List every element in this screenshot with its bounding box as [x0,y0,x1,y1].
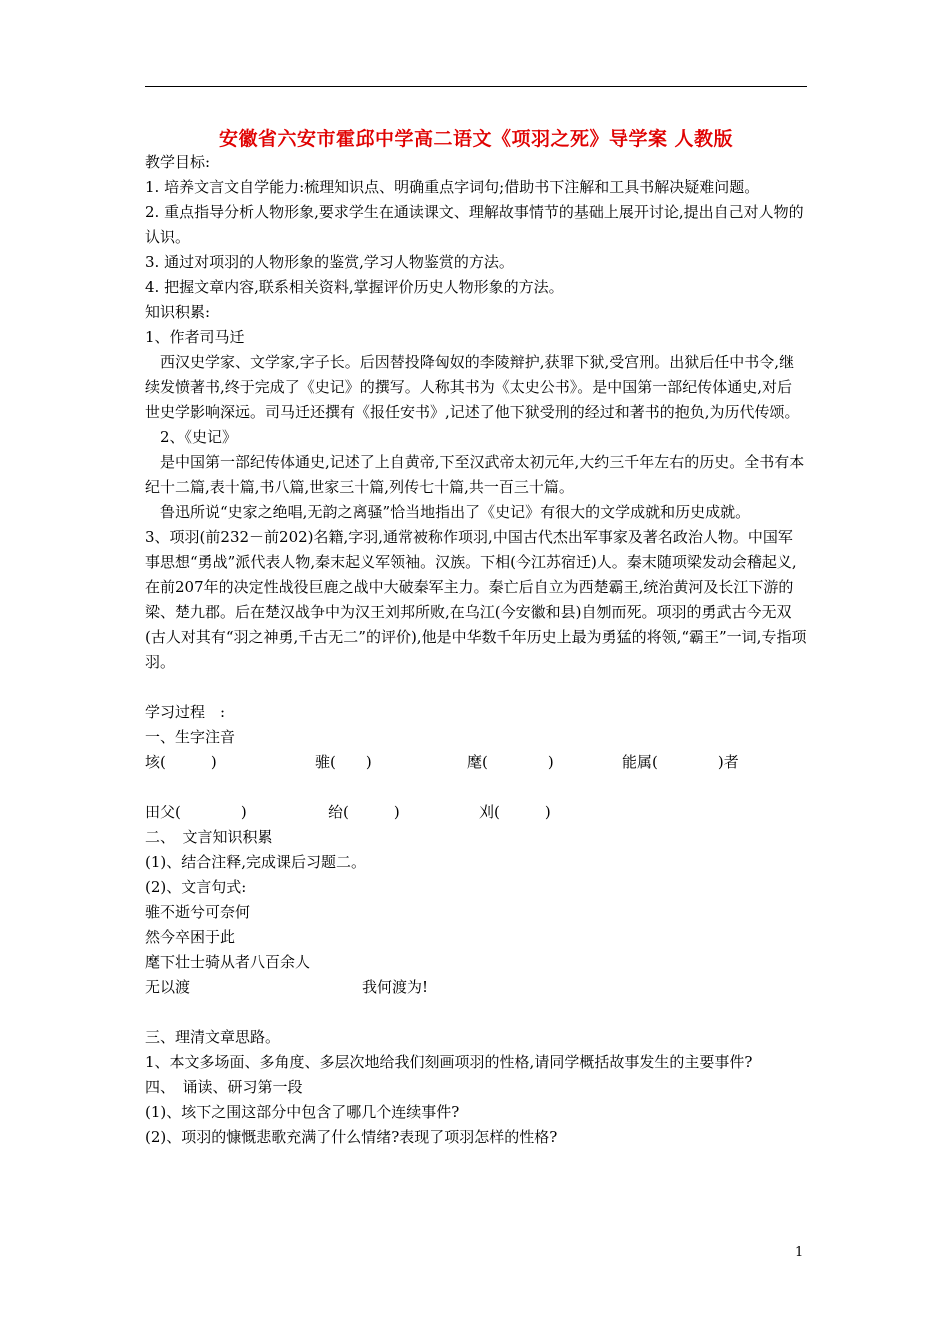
pinyin-blank[interactable]: 田父( ) [145,803,247,821]
pinyin-blank[interactable]: 骓( ) [315,753,372,771]
process-heading: 学习过程 : [145,703,226,721]
sentence-pattern-row [145,975,807,1000]
section-2-heading: 二、 文言知识积累 [145,828,273,846]
section-4-heading: 四、 诵读、研习第一段 [145,1078,303,1096]
section-2-question-1: (1)、结合注释,完成课后习题二。 [145,853,367,871]
objective-item: 2. 重点指导分析人物形象,要求学生在通读课文、理解故事情节的基础上展开讨论,提出自己对人物的认识。 [145,203,804,246]
spacer [145,775,807,800]
section-1-heading: 一、生字注音 [145,728,236,746]
pinyin-blank[interactable]: 绐( ) [328,803,400,821]
shiji-heading: 2、《史记》 [145,428,238,446]
section-2-question-2: (2)、文言句式: [145,878,247,896]
section-4-question-2: (2)、项羽的慷慨悲歌充满了什么情绪?表现了项羽怎样的性格? [145,1128,558,1146]
luxun-paragraph: 鲁迅所说“史家之绝唱,无韵之离骚”恰当地指出了《史记》有很大的文学成就和历史成就。 [145,503,751,521]
author-heading: 1、作者司马迁 [145,328,245,346]
objective-item: 3. 通过对项羽的人物形象的鉴赏,学习人物鉴赏的方法。 [145,253,514,271]
sentence-pattern: 无以渡 [145,978,191,996]
shiji-paragraph: 是中国第一部纪传体通史,记述了上自黄帝,下至汉武帝太初元年,大约三千年左右的历史。全书有本纪十二篇,表十篇,书八篇,世家三十篇,列传七十篇,共一百三十篇。 [145,453,805,496]
sentence-pattern: 骓不逝兮可奈何 [145,903,251,921]
objectives-heading: 教学目标: [145,153,211,171]
document-body [145,150,807,1150]
pinyin-row-2 [145,800,807,825]
spacer [145,1000,807,1025]
pinyin-blank[interactable]: 垓( ) [145,753,217,771]
page-number: 1 [795,1245,804,1260]
document-title: 安徽省六安市霍邱中学高二语文《项羽之死》导学案 人教版 [218,128,734,150]
pinyin-blank[interactable]: 能属( )者 [622,753,739,771]
pinyin-blank[interactable]: 麾( ) [467,753,554,771]
section-3-heading: 三、理清文章思路。 [145,1028,281,1046]
section-4-question-1: (1)、垓下之围这部分中包含了哪几个连续事件? [145,1103,460,1121]
xiangyu-paragraph: 3、项羽(前232－前202)名籍,字羽,通常被称作项羽,中国古代杰出军事家及著名政治人物。中国军事思想“勇战”派代表人物,秦末起义军领袖。汉族。下相(今江苏宿迁)人。秦末随项梁发动会稽起义,在前207年的决定性战役巨鹿之战中大破秦军主力。秦亡后自立为西楚霸王,统治黄河及长江下游的梁、楚九郡。后在楚汉战争中为汉王刘邦所败,在乌江(今安徽和县)自刎而死。项羽的勇武古今无双(古人对其有“羽之神勇,千古无二”的评价),他是中华数千年历史上最为勇猛的将领,“霸王”一词,专指项羽。 [145,528,807,671]
knowledge-heading: 知识积累: [145,303,211,321]
objective-item: 1. 培养文言文自学能力:梳理知识点、明确重点字词句;借助书下注解和工具书解决疑难问题。 [145,178,760,196]
sentence-pattern: 然今卒困于此 [145,928,236,946]
section-3-question: 1、本文多场面、多角度、多层次地给我们刻画项羽的性格,请同学概括故事发生的主要事件? [145,1053,753,1071]
sentence-pattern: 我何渡为! [362,978,429,996]
objective-item: 4. 把握文章内容,联系相关资料,掌握评价历史人物形象的方法。 [145,278,564,296]
sentence-pattern: 麾下壮士骑从者八百余人 [145,953,311,971]
spacer [145,675,807,700]
author-paragraph: 西汉史学家、文学家,字子长。后因替投降匈奴的李陵辩护,获罪下狱,受宫刑。出狱后任中书令,继续发愤著书,终于完成了《史记》的撰写。人称其书为《太史公书》。是中国第一部纪传体通史,对后世史学影响深远。司马迁还撰有《报任安书》,记述了他下狱受刑的经过和著书的抱负,为历代传颂。 [145,353,800,421]
header-rule [145,86,807,87]
pinyin-row-1 [145,750,807,775]
pinyin-blank[interactable]: 刈( ) [479,803,551,821]
